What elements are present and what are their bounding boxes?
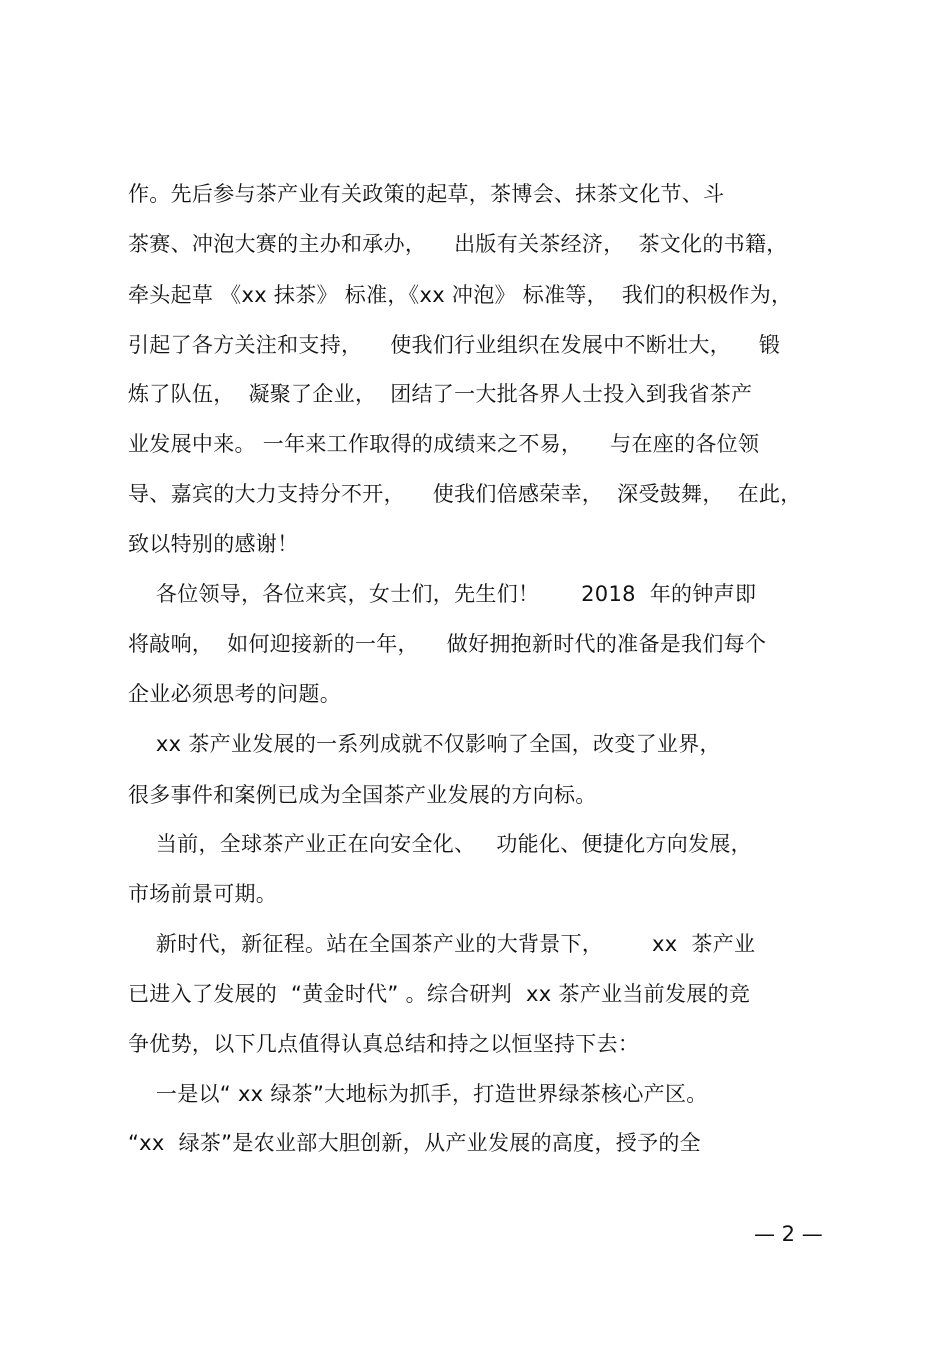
text-line-5: 炼了队伍， 凝聚了企业， 团结了一大批各界人士投入到我省茶产	[128, 382, 753, 406]
text-line-14: 当前，全球茶产业正在向安全化、 功能化、便捷化方向发展，	[128, 832, 752, 856]
text-line-13: 很多事件和案例已成为全国茶产业发展的方向标。	[128, 783, 597, 807]
text-line-10: 将敲响， 如何迎接新的一年， 做好拥抱新时代的准备是我们每个	[128, 632, 767, 656]
text-line-15: 市场前景可期。	[128, 882, 278, 906]
text-line-8: 致以特别的感谢！	[128, 532, 299, 556]
text-line-3: 牵头起草 《xx 抹茶》 标准，《xx 冲泡》 标准等， 我们的积极作为，	[128, 283, 793, 307]
text-line-6: 业发展中来。 一年来工作取得的成绩来之不易， 与在座的各位领	[128, 432, 760, 456]
text-line-12: xx 茶产业发展的一系列成就不仅影响了全国，改变了业界，	[128, 732, 721, 756]
text-line-16: 新时代，新征程。站在全国茶产业的大背景下， xx 茶产业	[128, 932, 756, 956]
text-line-9: 各位领导，各位来宾，女士们，先生们！ 2018 年的钟声即	[128, 582, 757, 606]
page-number: — 2 —	[754, 1222, 823, 1246]
text-line-17: 已进入了发展的 “黄金时代” 。综合研判 xx 茶产业当前发展的竞	[128, 982, 751, 1006]
text-line-11: 企业必须思考的问题。	[128, 682, 341, 706]
text-line-18: 争优势，以下几点值得认真总结和持之以恒坚持下去：	[128, 1032, 640, 1056]
text-line-7: 导、嘉宾的大力支持分不开， 使我们倍感荣幸， 深受鼓舞， 在此，	[128, 482, 802, 506]
text-line-19: 一是以“ xx 绿茶”大地标为抓手，打造世界绿茶核心产区。	[128, 1082, 708, 1106]
text-line-4: 引起了各方关注和支持， 使我们行业组织在发展中不断壮大， 锻	[128, 333, 781, 357]
text-line-1: 作。先后参与茶产业有关政策的起草，茶博会、抹茶文化节、斗	[128, 182, 725, 206]
text-line-20: “xx 绿茶”是农业部大胆创新，从产业发展的高度，授予的全	[128, 1131, 701, 1155]
text-line-2: 茶赛、冲泡大赛的主办和承办， 出版有关茶经济， 茶文化的书籍，	[128, 232, 788, 256]
